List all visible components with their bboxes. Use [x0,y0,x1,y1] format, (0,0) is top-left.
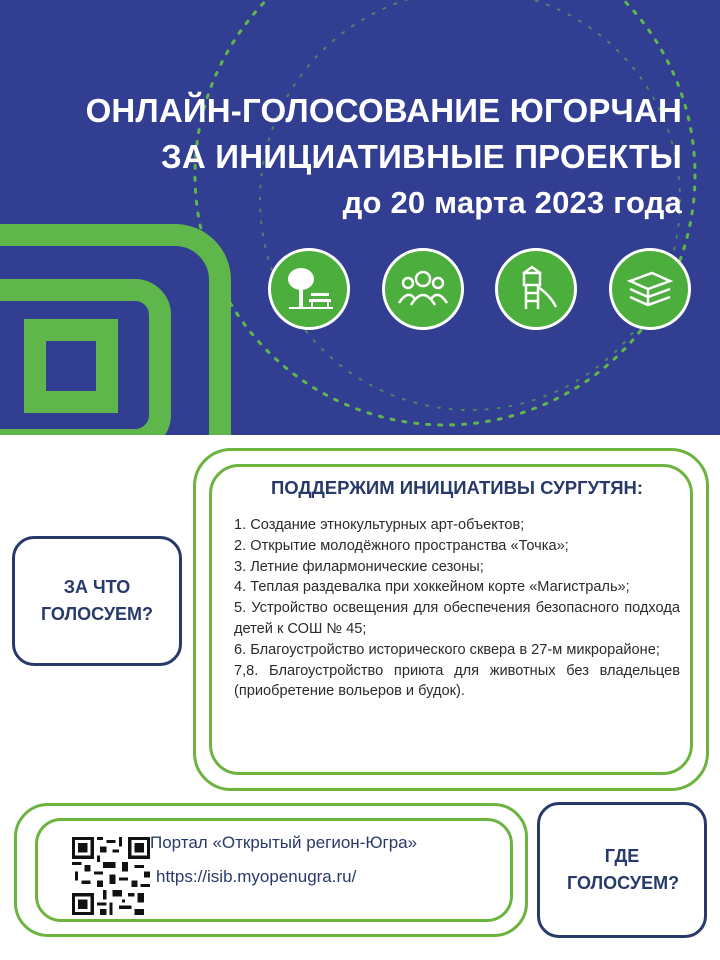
list-item: 5. Устройство освещения для обеспечения безопасного подхода детей к СОШ № 45; [234,600,680,637]
list-item: 7,8. Благоустройство приюта для животных без владельцев (приобретение вольеров и будок). [234,662,680,700]
why-vote-box [12,536,182,666]
where-vote-box [537,802,707,938]
where-vote-label: ГДЕ ГОЛОСУЕМ? [567,846,680,893]
list-item: 2. Открытие молодёжного пространства «Точка»; [234,537,569,554]
portal-url-link[interactable]: https://isib.myopenugra.ru/ [156,867,357,886]
title-line-1: ОНЛАЙН-ГОЛОСОВАНИЕ ЮГОРЧАН [85,92,682,129]
title-line-2: ЗА ИНИЦИАТИВНЫЕ ПРОЕКТЫ [161,138,682,175]
list-item: 4. Теплая раздевалка при хоккейном корте «Магистраль»; [234,579,630,596]
title-date: до 20 марта 2023 года [342,185,682,220]
list-item: 6. Благоустройство исторического сквера в 27-м микрорайоне; [234,641,660,658]
qr-code-icon[interactable] [72,837,150,915]
why-vote-label: ЗА ЧТО ГОЛОСУЕМ? [40,577,154,624]
banner-title [86,88,682,226]
initiatives-panel [209,464,693,775]
people-group-icon [382,248,464,330]
playground-slide-icon [495,248,577,330]
header-banner [0,0,720,435]
initiatives-heading: ПОДДЕРЖИМ ИНИЦИАТИВЫ СУРГУТЯН: [270,477,644,498]
portal-name: Портал «Открытый регион-Югра» [150,833,418,852]
list-item: 3. Летние филармонические сезоны; [234,558,484,575]
list-item: 1. Создание этнокультурных арт-объектов; [234,517,525,533]
portal-panel [35,818,513,922]
initiatives-frame [193,448,709,791]
books-icon [609,248,691,330]
portal-frame [14,803,528,937]
tree-bench-icon [268,248,350,330]
